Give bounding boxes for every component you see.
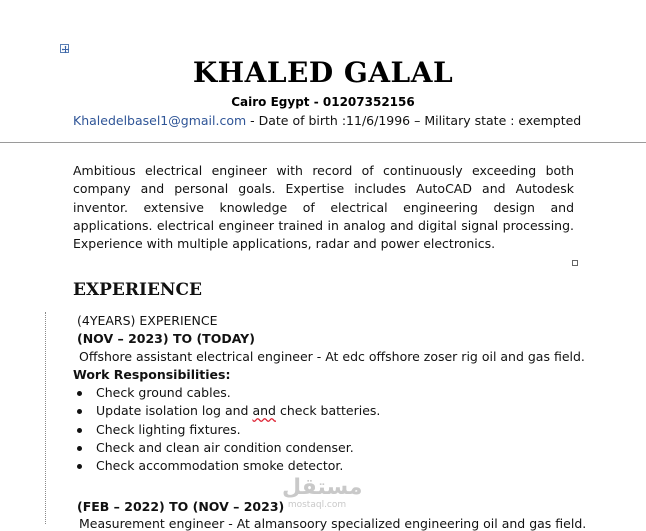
responsibilities-heading: Work Responsibilities: [73, 367, 231, 382]
header-divider [0, 142, 646, 143]
spelling-mark[interactable]: and [252, 403, 276, 419]
job1-period: (NOV – 2023) TO (TODAY) [77, 331, 255, 346]
job2-title: Measurement engineer - At almansoory specialized engineering oil and gas field. [79, 516, 587, 531]
list-item: Update isolation log and and check batteries. [73, 402, 380, 420]
list-item: Check lighting fixtures. [73, 421, 380, 439]
location-phone: Cairo Egypt - 01207352156 [231, 95, 415, 109]
watermark-arabic: مستقل [282, 475, 363, 500]
experience-heading: EXPERIENCE [73, 280, 202, 300]
mostaql-watermark [282, 475, 363, 510]
job2-period: (FEB – 2022) TO (NOV – 2023) [77, 499, 285, 514]
resize-handle-icon[interactable] [572, 260, 578, 266]
total-experience: (4YEARS) EXPERIENCE [77, 313, 218, 328]
summary-paragraph: Ambitious electrical engineer with record of continuously exceeding both company and personal goals. Expertise includes AutoCAD and Autodesk inventor. extensive knowledge of electrical engineering design and applications. electrical engineer trained in analog and digital signal processing. Experience with multiple applications, radar and power electronics. [73, 163, 574, 252]
personal-details: - Date of birth :11/6/1996 – Military state : exempted [246, 113, 582, 128]
responsibilities-list [73, 384, 380, 475]
list-item: Check ground cables. [73, 384, 380, 402]
watermark-latin: mostaql.com [287, 500, 347, 510]
contact-line [73, 113, 581, 128]
applicant-name: KHALED GALAL [192, 56, 454, 89]
table-cell-border [45, 312, 46, 524]
job1-title: Offshore assistant electrical engineer - At edc offshore zoser rig oil and gas field. [79, 349, 585, 364]
list-item: Check accommodation smoke detector. [73, 457, 380, 475]
list-item: Check and clean air condition condenser. [73, 439, 380, 457]
table-move-handle-icon[interactable] [60, 44, 69, 53]
email-link[interactable]: Khaledelbasel1@gmail.com [73, 113, 247, 128]
